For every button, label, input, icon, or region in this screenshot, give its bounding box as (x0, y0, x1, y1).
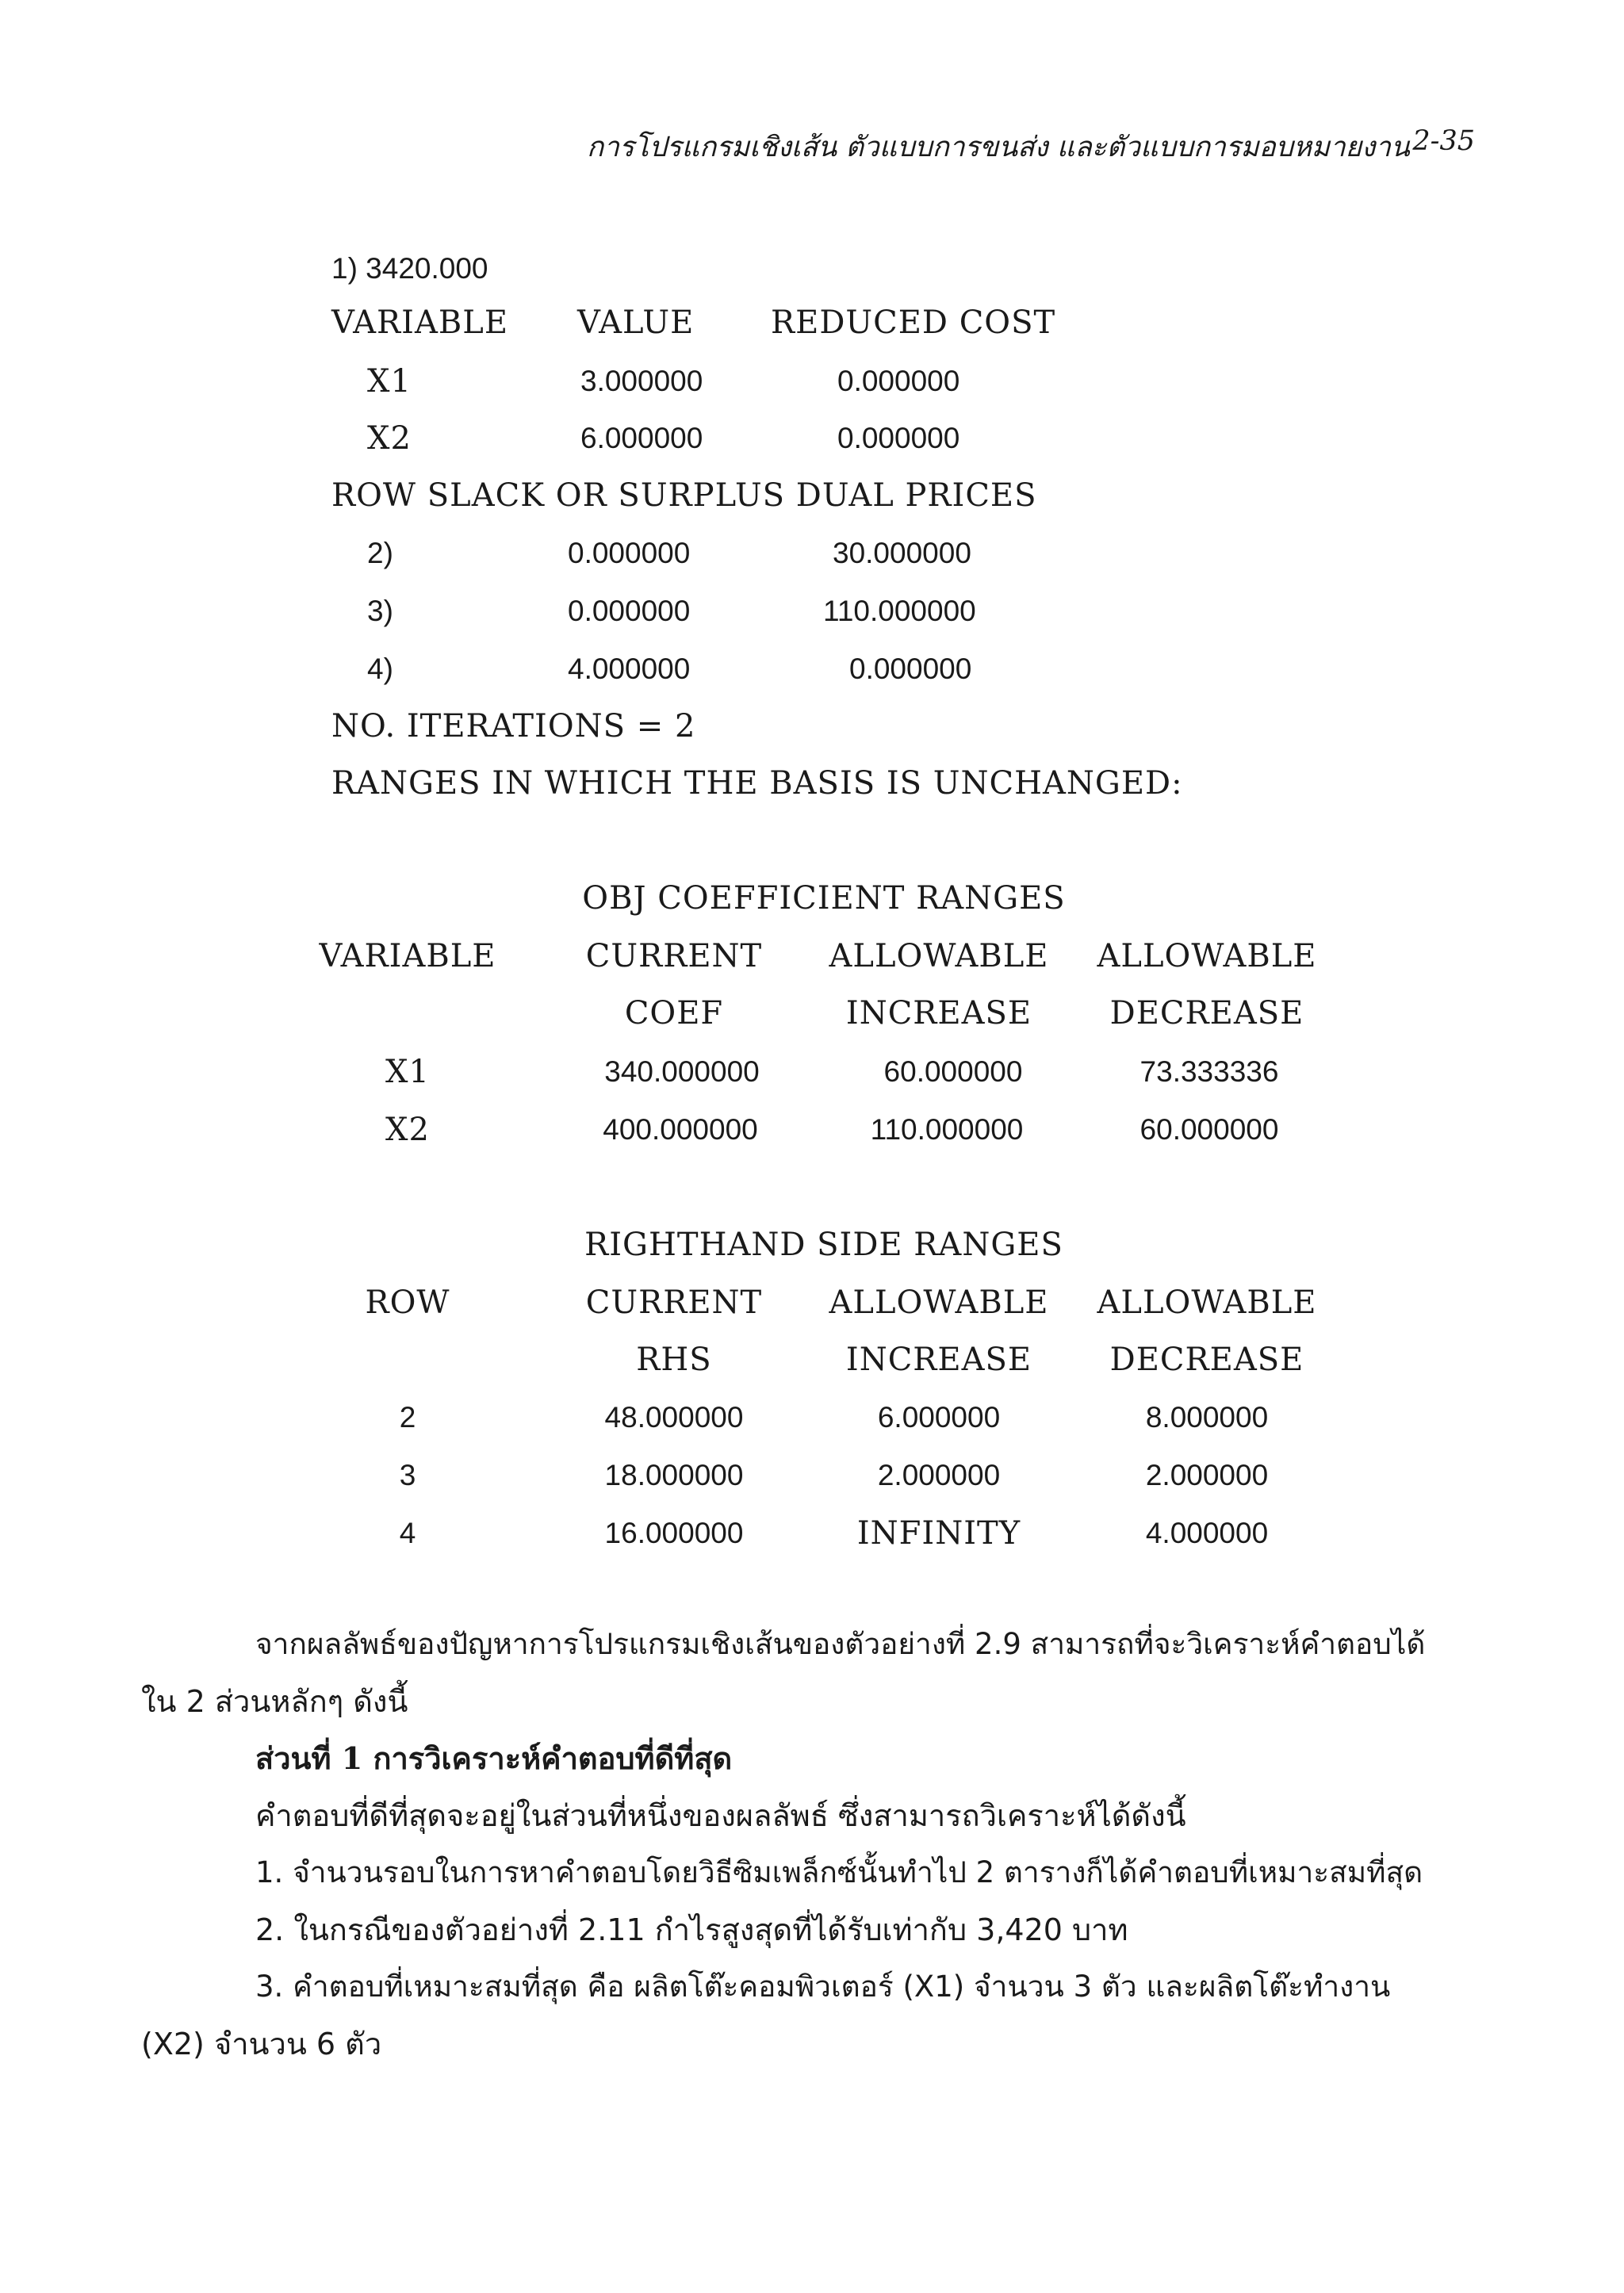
rhs-row-current: 16.000000 (604, 1517, 744, 1549)
row-slack: 0.000000 (568, 537, 691, 569)
obj-header-variable: VARIABLE (319, 938, 496, 974)
obj-header-allowable-dec: ALLOWABLE (1097, 938, 1317, 974)
paragraph-line: จากผลลัพธ์ของปัญหาการโปรแกรมเชิงเส้นของตัวอย่างที่ 2.9 สามารถที่จะวิเคราะห์คำตอบได้ (255, 1627, 1426, 1661)
row-slack: 4.000000 (568, 653, 691, 685)
obj-row-current: 400.000000 (603, 1113, 758, 1146)
list-item-continuation: (X2) จำนวน 6 ตัว (141, 2027, 382, 2061)
rhs-header-increase: INCREASE (845, 1342, 1032, 1378)
list-item: 2. ในกรณีของตัวอย่างที่ 2.11 กำไรสูงสุดที่ได้รับเท่ากับ 3,420 บาท (255, 1912, 1128, 1947)
row-label: 2) (367, 537, 393, 569)
obj-ranges-title: OBJ COEFFICIENT RANGES (582, 880, 1066, 917)
var-header-reduced-cost: REDUCED COST (771, 304, 1056, 341)
obj-row-increase: 110.000000 (870, 1113, 1024, 1146)
rhs-row-decrease: 4.000000 (1145, 1517, 1269, 1549)
rhs-row-increase: 6.000000 (877, 1401, 1001, 1434)
var-header-value: VALUE (577, 304, 695, 341)
ranges-title: RANGES IN WHICH THE BASIS IS UNCHANGED: (331, 765, 1183, 802)
paragraph-line: ใน 2 ส่วนหลักๆ ดังนี้ (141, 1684, 408, 1719)
var-row-value: 3.000000 (580, 365, 703, 397)
list-item: 3. คำตอบที่เหมาะสมที่สุด คือ ผลิตโต๊ะคอมพิวเตอร์ (X1) จำนวน 3 ตัว และผลิตโต๊ะทำงาน (255, 1970, 1391, 2004)
rhs-header-decrease: DECREASE (1109, 1342, 1304, 1378)
var-row-name: X1 (367, 363, 412, 400)
rhs-row-index: 3 (399, 1459, 416, 1491)
rhs-row-increase: 2.000000 (877, 1459, 1001, 1491)
page-header (587, 125, 1475, 170)
rhs-row-index: 2 (399, 1401, 416, 1434)
obj-row-variable: X1 (385, 1054, 430, 1090)
obj-row-decrease: 73.333336 (1139, 1055, 1279, 1088)
obj-row-increase: 60.000000 (883, 1055, 1023, 1088)
rhs-row-index: 4 (399, 1517, 416, 1549)
list-item: 1. จำนวนรอบในการหาคำตอบโดยวิธีซิมเพล็กซ์นั้นทำไป 2 ตารางก็ได้คำตอบที่เหมาะสมที่สุด (255, 1855, 1423, 1889)
var-header-variable: VARIABLE (331, 304, 509, 341)
rhs-row-increase: INFINITY (856, 1515, 1021, 1552)
iterations-line: NO. ITERATIONS = 2 (331, 708, 696, 745)
obj-row-decrease: 60.000000 (1139, 1113, 1279, 1146)
var-row-value: 6.000000 (580, 422, 703, 454)
paragraph-line: คำตอบที่ดีที่สุดจะอยู่ในส่วนที่หนึ่งของผลลัพธ์ ซึ่งสามารถวิเคราะห์ได้ดังนี้ (255, 1798, 1186, 1833)
row-dual-price: 110.000000 (823, 595, 976, 627)
page-number: 2-35 (1412, 125, 1475, 157)
section-heading: ส่วนที่ 1 การวิเคราะห์คำตอบที่ดีที่สุด (255, 1740, 733, 1776)
obj-header-current: CURRENT (585, 938, 763, 974)
row-section-header: ROW SLACK OR SURPLUS DUAL PRICES (331, 477, 1037, 514)
row-label: 3) (367, 595, 393, 627)
var-row-reduced-cost: 0.000000 (837, 365, 960, 397)
rhs-header-rhs: RHS (636, 1342, 712, 1378)
rhs-row-decrease: 2.000000 (1145, 1459, 1269, 1491)
rhs-row-current: 18.000000 (604, 1459, 744, 1491)
obj-header-decrease: DECREASE (1109, 995, 1304, 1032)
row-label: 4) (367, 653, 393, 685)
obj-header-allowable-inc: ALLOWABLE (829, 938, 1049, 974)
var-row-name: X2 (367, 420, 412, 457)
obj-header-coef: COEF (624, 995, 724, 1032)
objective-value: 1) 3420.000 (331, 252, 488, 285)
rhs-header-row: ROW (365, 1284, 450, 1321)
obj-row-current: 340.000000 (604, 1055, 760, 1088)
obj-row-variable: X2 (385, 1112, 430, 1148)
rhs-row-current: 48.000000 (604, 1401, 744, 1434)
obj-header-increase: INCREASE (845, 995, 1032, 1032)
var-row-reduced-cost: 0.000000 (837, 422, 960, 454)
rhs-header-allowable-dec: ALLOWABLE (1097, 1284, 1317, 1321)
row-dual-price: 0.000000 (849, 653, 972, 685)
row-dual-price: 30.000000 (833, 537, 971, 569)
rhs-row-decrease: 8.000000 (1145, 1401, 1269, 1434)
rhs-header-allowable-inc: ALLOWABLE (829, 1284, 1049, 1321)
rhs-header-current: CURRENT (585, 1284, 763, 1321)
header-title: การโปรแกรมเชิงเส้น ตัวแบบการขนส่ง และตัวแบบการมอบหมายงาน (587, 132, 1410, 163)
row-slack: 0.000000 (568, 595, 691, 627)
rhs-ranges-title: RIGHTHAND SIDE RANGES (584, 1227, 1063, 1263)
